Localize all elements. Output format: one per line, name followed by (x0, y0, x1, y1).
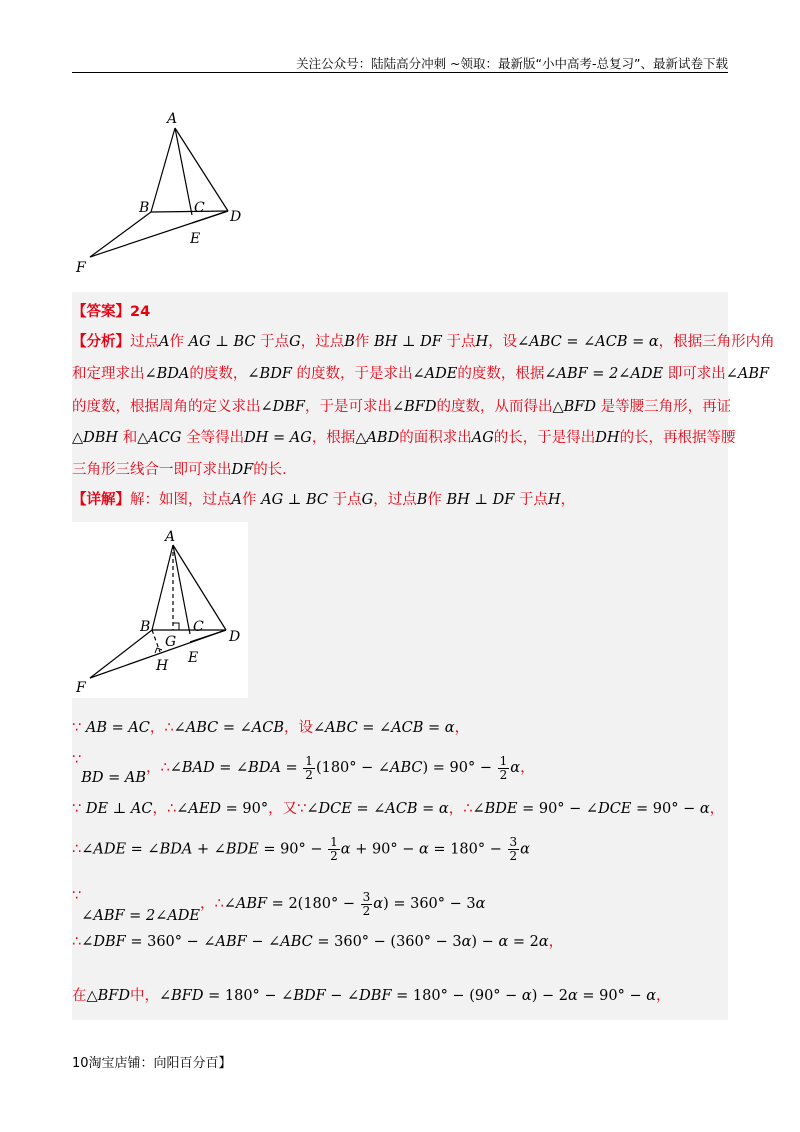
segment-FD (90, 211, 228, 257)
label-F: F (76, 260, 86, 276)
analysis-line-1: 【分析】过点A作 AG ⊥ BC 于点G，过点B作 BH ⊥ DF 于点H，设∠ABC = ∠ACB = α，根据三角形内角 (72, 334, 775, 350)
label-B: B (140, 619, 151, 635)
analysis-tag: 【分析】 (72, 334, 130, 350)
label-D: D (229, 629, 241, 645)
detail-tag: 【详解】 (72, 492, 130, 508)
label-C: C (193, 619, 204, 635)
analysis-line-5: 三角形三线合一即可求出DF的长. (72, 462, 287, 478)
analysis-line-4: △DBH 和△ACG 全等得出DH = AG，根据△ABD的面积求出AG的长，于是得出DH的长，再根据等腰 (72, 430, 736, 446)
step-7: 在△BFD中，∠BFD = 180° − ∠BDF − ∠DBF = 180° − (90° − α) − 2α = 90° − α， (72, 988, 671, 1004)
label-H: H (156, 658, 169, 674)
label-B: B (139, 200, 150, 216)
label-C: C (194, 200, 205, 216)
label-A: A (165, 529, 176, 545)
detail-line: 【详解】解：如图，过点A作 AG ⊥ BC 于点G，过点B作 BH ⊥ DF 于点H， (72, 492, 576, 508)
label-D: D (230, 209, 242, 225)
step-3: ∵ DE ⊥ AC，∴∠AED = 90°，又∵∠DCE = ∠ACB = α，∴∠BDE = 90° − ∠DCE = 90° − α， (72, 801, 725, 817)
segment-AB (151, 128, 175, 212)
header-divider (72, 72, 728, 73)
step-5: ∵∠ABF = 2∠ADE，∴∠ABF = 2(180° − $\frac{3}{2}$ α) = 360° − 3α (72, 888, 486, 924)
label-E: E (190, 231, 201, 247)
step-1: ∵ AB = AC，∴∠ABC = ∠ACB，设∠ABC = ∠ACB = α， (72, 720, 470, 736)
answer-value: 24 (130, 304, 151, 320)
page-footer: 10淘宝店铺：向阳百分百】 (72, 1056, 232, 1071)
label-F: F (76, 680, 86, 696)
step-6: ∴∠DBF = 360° − ∠ABF − ∠ABC = 360° − (360° − 3α) − α = 2α， (72, 934, 564, 950)
answer-line (72, 300, 150, 321)
geometry-figure-2 (72, 522, 248, 698)
geometry-figure-1 (72, 105, 262, 277)
label-G: G (165, 634, 177, 650)
step-2: ∵BD = AB，∴∠BAD = ∠BDA = $\frac{1}{2}$ (180° − ∠ABC) = 90° − $\frac{1}{2}$ α， (72, 752, 535, 786)
answer-tag: 【答案】 (72, 304, 130, 320)
analysis-line-3: 的度数，根据周角的定义求出∠DBF，于是可求出∠BFD的度数，从而得出△BFD 是等腰三角形，再证 (72, 399, 732, 415)
label-A: A (167, 111, 178, 127)
segment-BF (90, 212, 151, 257)
segment-BD (151, 211, 228, 212)
page-header: 关注公众号：陆陆高分冲刺 ~领取：最新版“小中高考-总复习”、最新试卷下载 (296, 56, 728, 71)
analysis-line-2: 和定理求出∠BDA的度数，∠BDF 的度数，于是求出∠ADE的度数，根据∠ABF = 2∠ADE 即可求出∠ABF (72, 366, 770, 382)
step-4: ∴∠ADE = ∠BDA + ∠BDE = 90° − $\frac{1}{2}$ α + 90° − α = 180° − $\frac{3}{2}$ α (72, 835, 530, 863)
label-E: E (188, 650, 199, 666)
